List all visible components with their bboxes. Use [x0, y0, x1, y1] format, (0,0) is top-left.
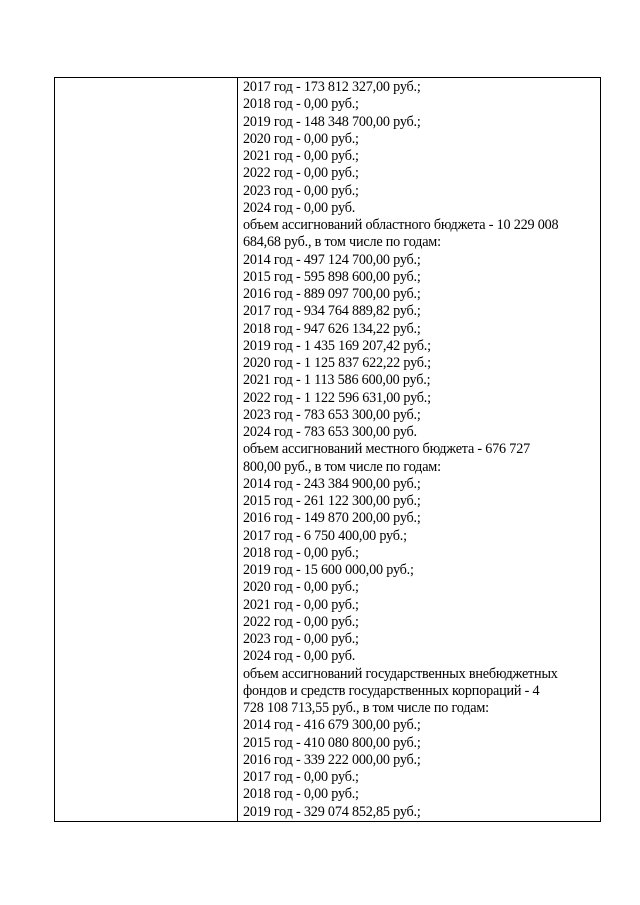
text-line: 2018 год - 947 626 134,22 руб.; — [243, 320, 421, 337]
text-line: объем ассигнований областного бюджета - 10 229 008 — [243, 217, 559, 233]
text-line: 2019 год - 1 435 169 207,42 руб.; — [243, 337, 431, 354]
text-line: 800,00 руб., в том числе по годам: — [243, 458, 441, 475]
text-line: 684,68 руб., в том числе по годам: — [243, 234, 441, 251]
text-line: 2023 год - 0,00 руб.; — [243, 182, 359, 199]
text-line: объем ассигнований местного бюджета - 676 727 — [243, 441, 530, 458]
text-line: 2018 год - 0,00 руб.; — [243, 786, 359, 803]
text-line: 2020 год - 1 125 837 622,22 руб.; — [243, 355, 431, 371]
text-line: 2022 год - 0,00 руб.; — [243, 165, 359, 182]
text-line: 2015 год - 410 080 800,00 руб.; — [243, 734, 421, 751]
text-line: объем ассигнований государственных внебюджетных — [243, 665, 558, 682]
text-line: 2023 год - 0,00 руб.; — [243, 631, 359, 647]
text-line: 2019 год - 15 600 000,00 руб.; — [243, 562, 414, 578]
text-line: 2017 год - 173 812 327,00 руб.; — [243, 79, 421, 95]
text-line: 2014 год - 243 384 900,00 руб.; — [243, 475, 421, 492]
text-line: 2021 год - 0,00 руб.; — [243, 596, 359, 613]
text-line: 2015 год - 595 898 600,00 руб.; — [243, 268, 421, 285]
funding-table — [54, 77, 601, 822]
text-line: 2022 год - 1 122 596 631,00 руб.; — [243, 389, 431, 406]
text-line: фондов и средств государственных корпораций - 4 — [243, 682, 540, 699]
text-line: 2020 год - 0,00 руб.; — [243, 130, 359, 147]
text-line: 2019 год - 148 348 700,00 руб.; — [243, 113, 421, 130]
text-line: 2022 год - 0,00 руб.; — [243, 613, 359, 630]
text-line: 728 108 713,55 руб., в том числе по годам: — [243, 700, 489, 716]
text-line: 2017 год - 6 750 400,00 руб.; — [243, 527, 407, 544]
table-left-cell — [55, 78, 238, 821]
text-line: 2021 год - 1 113 586 600,00 руб.; — [243, 372, 431, 389]
text-line: 2023 год - 783 653 300,00 руб.; — [243, 406, 421, 423]
text-line: 2017 год - 934 764 889,82 руб.; — [243, 303, 421, 320]
text-line: 2016 год - 339 222 000,00 руб.; — [243, 751, 421, 768]
text-line: 2017 год - 0,00 руб.; — [243, 769, 359, 785]
text-line: 2018 год - 0,00 руб.; — [243, 96, 359, 113]
text-line: 2024 год - 0,00 руб. — [243, 199, 356, 216]
text-line: 2024 год - 783 653 300,00 руб. — [243, 424, 417, 440]
text-line: 2016 год - 889 097 700,00 руб.; — [243, 286, 421, 302]
table-right-cell — [238, 78, 600, 821]
text-line: 2014 год - 416 679 300,00 руб.; — [243, 717, 421, 734]
text-line: 2019 год - 329 074 852,85 руб.; — [243, 803, 421, 820]
text-line: 2018 год - 0,00 руб.; — [243, 544, 359, 561]
text-line: 2015 год - 261 122 300,00 руб.; — [243, 493, 421, 509]
text-line: 2021 год - 0,00 руб.; — [243, 148, 359, 164]
text-line: 2024 год - 0,00 руб. — [243, 648, 356, 665]
text-line: 2016 год - 149 870 200,00 руб.; — [243, 510, 421, 527]
text-line: 2020 год - 0,00 руб.; — [243, 579, 359, 596]
text-line: 2014 год - 497 124 700,00 руб.; — [243, 251, 421, 268]
